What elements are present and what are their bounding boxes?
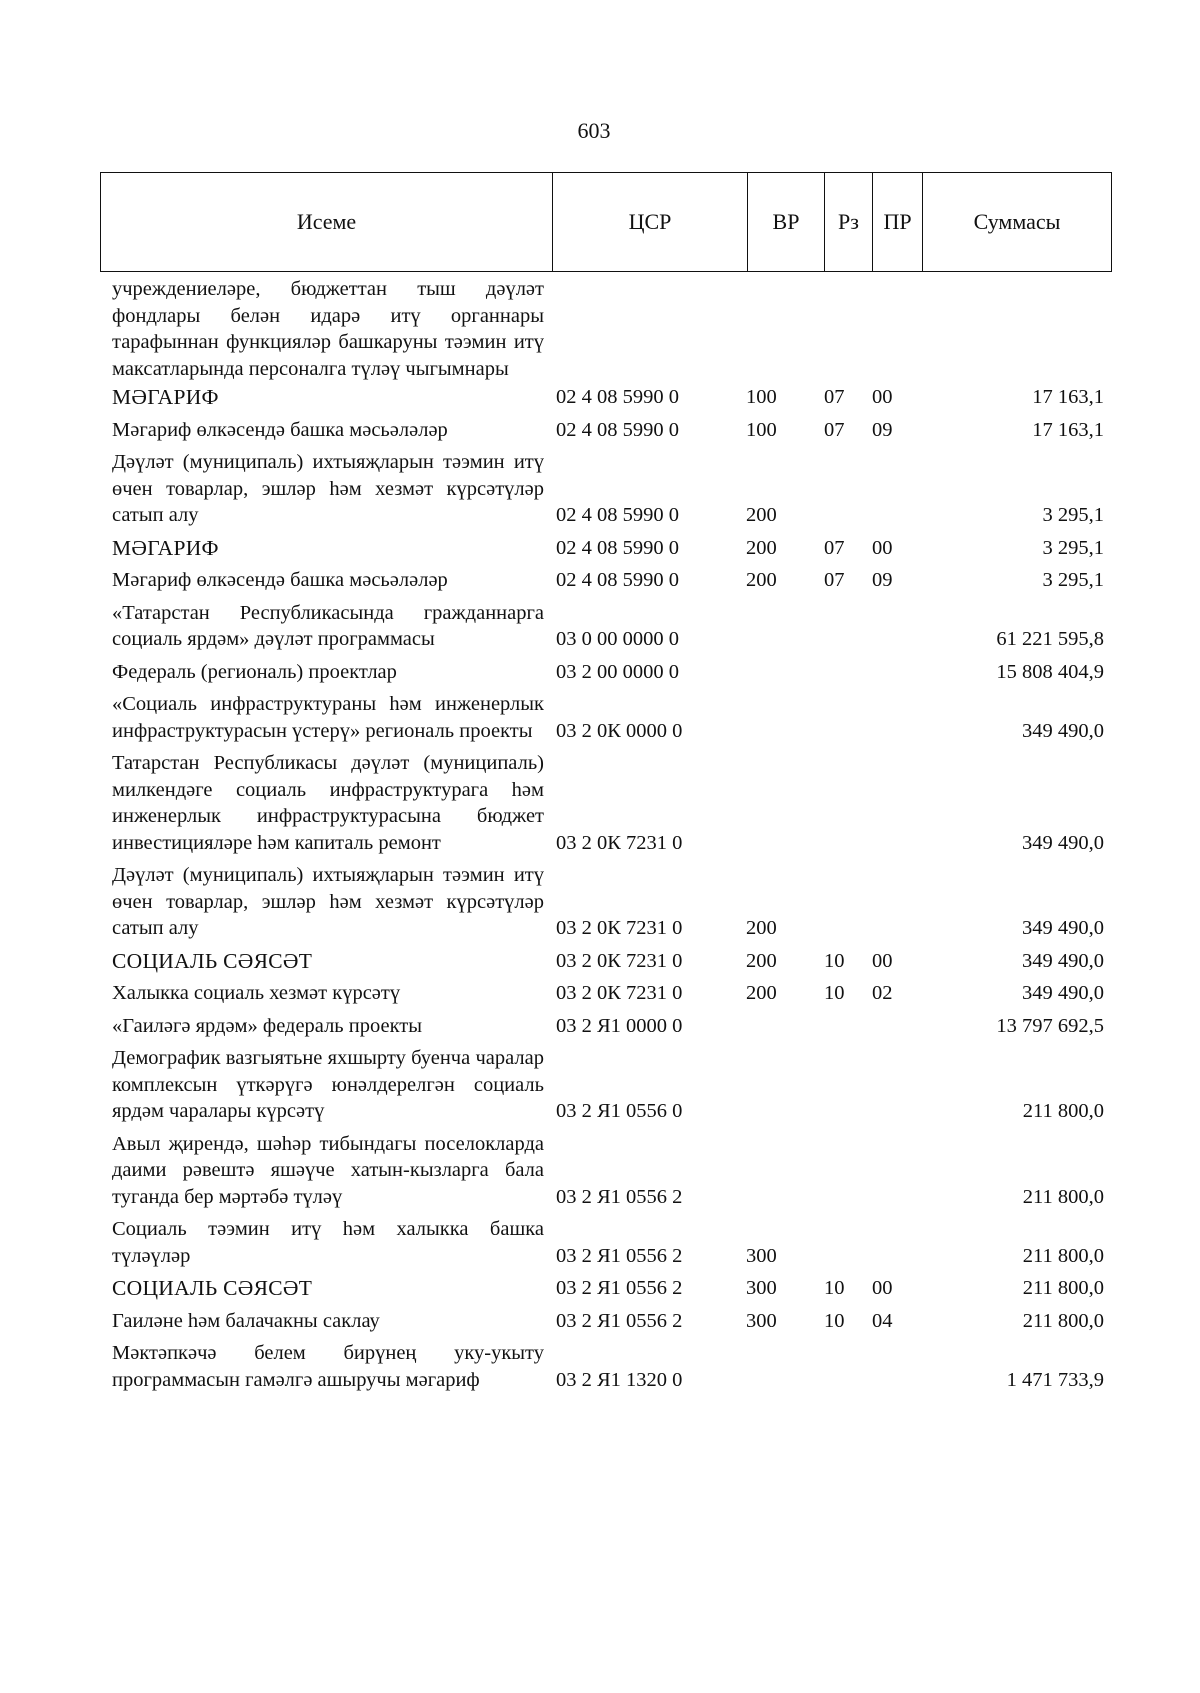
row-pr: 02 bbox=[872, 982, 893, 1004]
row-name: Татарстан Республикасы дәүләт (муниципаль) милкендәге социаль инфраструктурага һәм инженерлык инфраструктурасына бюджет инвестицияләре һәм капиталь ремонт bbox=[112, 752, 544, 854]
row-csr: 03 2 Я1 0556 2 bbox=[556, 1185, 683, 1208]
row-name: учреждениеләре, бюджеттан тыш дәүләт фондлары белән идарә итү органнары тарафыннан функцияләр башкаруны тәэмин итү максатларында персоналга түләү чыгымнары bbox=[112, 278, 544, 380]
row-sum: 349 490,0 bbox=[1022, 719, 1104, 742]
row-rz: 07 bbox=[824, 569, 845, 591]
table-body bbox=[112, 276, 1112, 1399]
row-vr: 200 bbox=[746, 982, 777, 1004]
header-name: Исеме bbox=[101, 173, 553, 271]
row-name: Мәктәпкәчә белем бирүнең уку-укыту программасын гамәлгә ашыручы мәгариф bbox=[112, 1342, 544, 1391]
row-csr: 02 4 08 5990 0 bbox=[556, 504, 679, 526]
row-sum: 211 800,0 bbox=[1022, 1100, 1104, 1122]
row-name: Федераль (региональ) проектлар bbox=[112, 660, 397, 683]
row-csr: 03 2 Я1 0000 0 bbox=[556, 1014, 683, 1037]
row-sum: 17 163,1 bbox=[1032, 418, 1104, 441]
header-rz: Рз bbox=[825, 173, 873, 271]
table-row bbox=[112, 750, 1112, 856]
table-row bbox=[112, 1340, 1112, 1393]
row-name: «Татарстан Республикасында гражданнарга социаль ярдәм» дәүләт программасы bbox=[112, 601, 544, 650]
row-sum: 3 295,1 bbox=[1042, 536, 1104, 559]
row-csr: 03 2 0К 0000 0 bbox=[556, 719, 683, 742]
row-sum: 349 490,0 bbox=[1022, 917, 1104, 939]
table-row bbox=[112, 567, 1112, 594]
header-pr: ПР bbox=[873, 173, 923, 271]
table-row bbox=[112, 691, 1112, 744]
table-row bbox=[112, 276, 1112, 382]
table-row bbox=[112, 449, 1112, 529]
row-sum: 3 295,1 bbox=[1042, 504, 1104, 526]
row-name: Демографик вазгыятьне яхшырту буенча чаралар комплексын үткәрүгә юнәлдерелгән социаль ярдәм чаралары күрсәтү bbox=[112, 1047, 544, 1122]
row-csr: 02 4 08 5990 0 bbox=[556, 386, 679, 408]
row-sum: 17 163,1 bbox=[1032, 386, 1104, 408]
row-sum: 1 471 733,9 bbox=[1006, 1368, 1104, 1391]
row-vr: 200 bbox=[746, 536, 777, 559]
row-rz: 10 bbox=[824, 1277, 845, 1299]
row-csr: 03 2 0К 7231 0 bbox=[556, 982, 683, 1004]
table-row bbox=[112, 417, 1112, 444]
row-sum: 211 800,0 bbox=[1022, 1309, 1104, 1332]
row-csr: 03 2 0К 7231 0 bbox=[556, 831, 683, 854]
row-csr: 03 0 00 0000 0 bbox=[556, 628, 679, 650]
row-sum: 61 221 595,8 bbox=[996, 628, 1104, 650]
row-sum: 349 490,0 bbox=[1022, 949, 1104, 972]
table-row bbox=[112, 1275, 1112, 1302]
row-pr: 09 bbox=[872, 418, 893, 441]
row-name: «Социаль инфраструктураны һәм инженерлык инфраструктурасын үстерү» региональ проекты bbox=[112, 693, 544, 742]
table-row bbox=[112, 600, 1112, 653]
row-csr: 03 2 0К 7231 0 bbox=[556, 949, 683, 972]
row-name: Социаль тәэмин итү һәм халыкка башка түләүләр bbox=[112, 1218, 544, 1267]
table-row bbox=[112, 659, 1112, 686]
row-vr: 300 bbox=[746, 1309, 777, 1332]
row-csr: 03 2 Я1 1320 0 bbox=[556, 1368, 683, 1391]
row-sum: 211 800,0 bbox=[1022, 1244, 1104, 1267]
row-rz: 10 bbox=[824, 949, 845, 972]
row-name: МӘГАРИФ bbox=[112, 535, 219, 560]
row-csr: 03 2 0К 7231 0 bbox=[556, 917, 683, 939]
header-csr: ЦСР bbox=[553, 173, 748, 271]
row-csr: 02 4 08 5990 0 bbox=[556, 569, 679, 591]
row-pr: 00 bbox=[872, 536, 893, 559]
row-csr: 03 2 Я1 0556 2 bbox=[556, 1277, 683, 1299]
page-number: 603 bbox=[577, 118, 611, 143]
row-vr: 200 bbox=[746, 917, 777, 939]
table-row bbox=[112, 1045, 1112, 1125]
table-row bbox=[112, 1308, 1112, 1335]
row-rz: 07 bbox=[824, 418, 845, 441]
row-sum: 211 800,0 bbox=[1022, 1185, 1104, 1208]
row-vr: 100 bbox=[746, 418, 777, 441]
row-name: МӘГАРИФ bbox=[112, 385, 219, 409]
header-vr: ВР bbox=[748, 173, 825, 271]
row-pr: 00 bbox=[872, 949, 893, 972]
row-csr: 03 2 Я1 0556 2 bbox=[556, 1244, 683, 1267]
table-row bbox=[112, 384, 1112, 411]
row-name: Дәүләт (муниципаль) ихтыяҗларын тәэмин итү өчен товарлар, эшләр һәм хезмәт күрсәтүләр сатып алу bbox=[112, 864, 544, 939]
row-sum: 211 800,0 bbox=[1022, 1277, 1104, 1299]
row-sum: 3 295,1 bbox=[1042, 569, 1104, 591]
header-sum: Суммасы bbox=[973, 209, 1061, 234]
row-name: Мәгариф өлкәсендә башка мәсьәләләр bbox=[112, 569, 448, 591]
row-name: Мәгариф өлкәсендә башка мәсьәләләр bbox=[112, 418, 448, 441]
row-pr: 09 bbox=[872, 569, 893, 591]
row-name: «Гаиләгә ярдәм» федераль проекты bbox=[112, 1014, 423, 1037]
row-name: Авыл җирендә, шәһәр тибындагы поселокларда даими рәвештә яшәүче хатын-кызларга бала туганда бер мәртәбә түләү bbox=[112, 1132, 544, 1208]
table-row bbox=[112, 1131, 1112, 1211]
row-vr: 100 bbox=[746, 386, 777, 408]
row-name: Гаиләне һәм балачакны саклау bbox=[112, 1309, 380, 1332]
row-csr: 03 2 00 0000 0 bbox=[556, 660, 679, 683]
row-csr: 02 4 08 5990 0 bbox=[556, 418, 679, 441]
table-row bbox=[112, 535, 1112, 562]
row-pr: 00 bbox=[872, 1277, 893, 1299]
row-name: Дәүләт (муниципаль) ихтыяҗларын тәэмин итү өчен товарлар, эшләр һәм хезмәт күрсәтүләр сатып алу bbox=[112, 451, 544, 526]
row-vr: 200 bbox=[746, 504, 777, 526]
row-vr: 300 bbox=[746, 1244, 777, 1267]
row-csr: 02 4 08 5990 0 bbox=[556, 536, 679, 559]
row-rz: 10 bbox=[824, 982, 845, 1004]
row-pr: 00 bbox=[872, 386, 893, 408]
table-row bbox=[112, 980, 1112, 1007]
row-csr: 03 2 Я1 0556 2 bbox=[556, 1309, 683, 1332]
row-sum: 349 490,0 bbox=[1022, 831, 1104, 854]
row-rz: 07 bbox=[824, 536, 845, 559]
row-csr: 03 2 Я1 0556 0 bbox=[556, 1100, 683, 1122]
row-name: Халыкка социаль хезмәт күрсәтү bbox=[112, 982, 401, 1004]
row-sum: 349 490,0 bbox=[1022, 982, 1104, 1004]
table-header bbox=[100, 172, 1112, 272]
table-row bbox=[112, 1013, 1112, 1040]
row-sum: 13 797 692,5 bbox=[996, 1014, 1104, 1037]
row-name: СОЦИАЛЬ СӘЯСӘТ bbox=[112, 948, 313, 973]
row-vr: 200 bbox=[746, 949, 777, 972]
table-row bbox=[112, 862, 1112, 942]
row-sum: 15 808 404,9 bbox=[996, 660, 1104, 683]
row-pr: 04 bbox=[872, 1309, 893, 1332]
row-vr: 200 bbox=[746, 569, 777, 591]
row-rz: 07 bbox=[824, 386, 845, 408]
table-row bbox=[112, 948, 1112, 975]
row-vr: 300 bbox=[746, 1277, 777, 1299]
row-rz: 10 bbox=[824, 1309, 845, 1332]
row-name: СОЦИАЛЬ СӘЯСӘТ bbox=[112, 1276, 313, 1300]
table-row bbox=[112, 1216, 1112, 1269]
